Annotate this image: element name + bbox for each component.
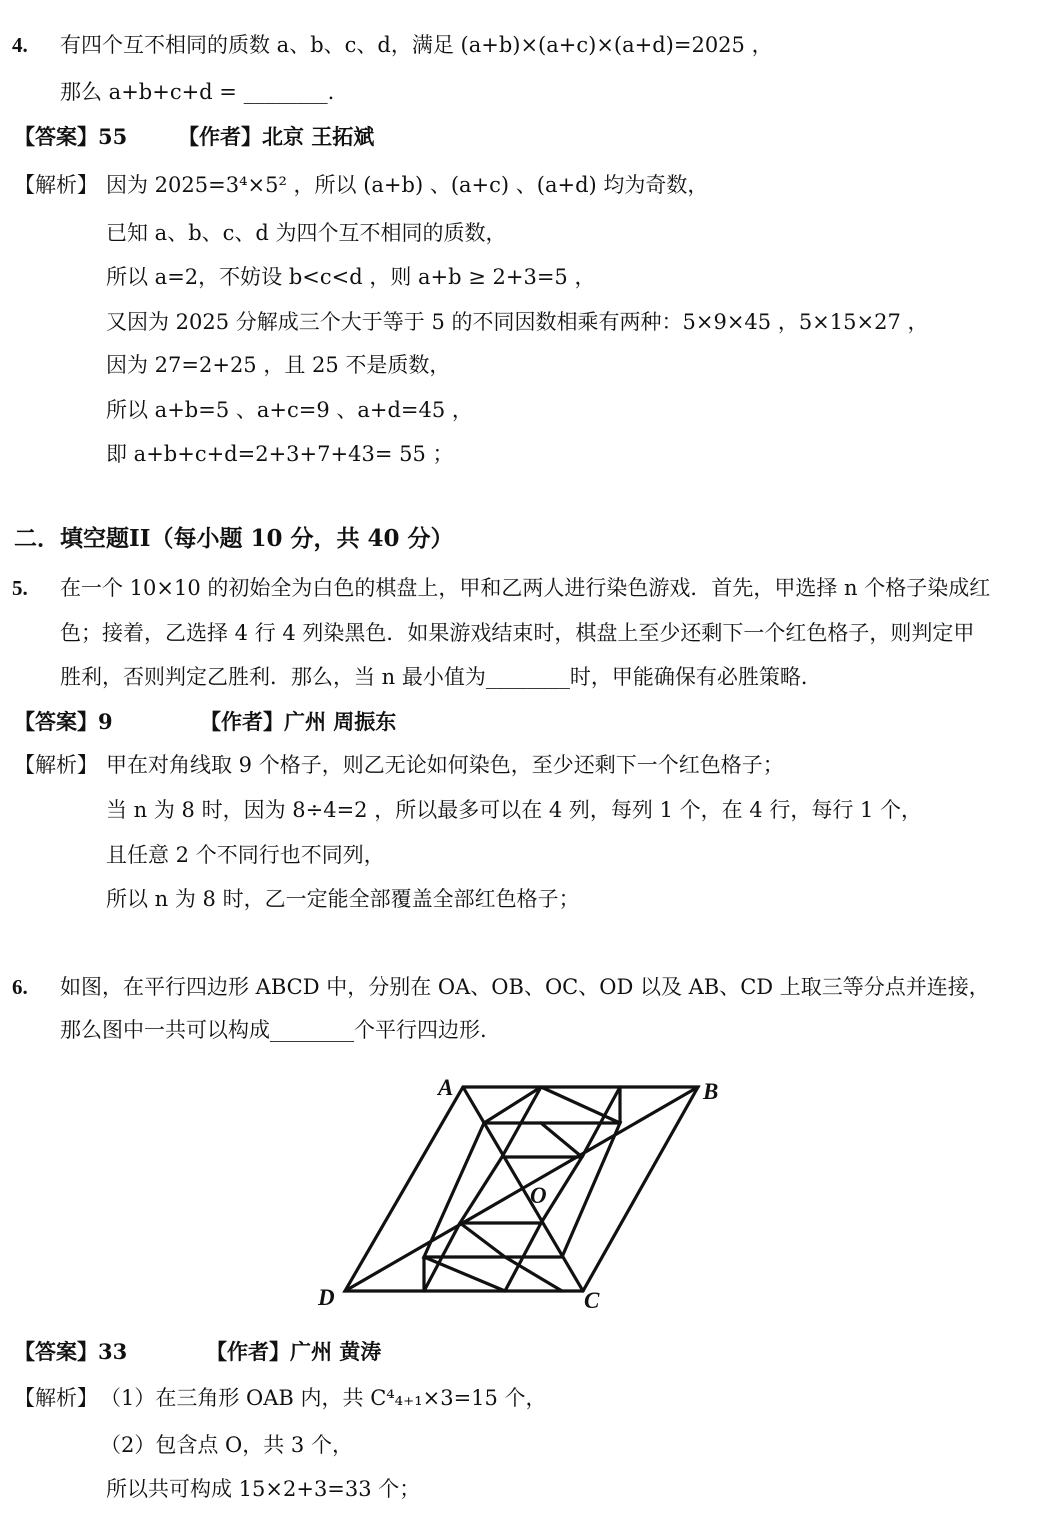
q4-number: 4. <box>12 33 28 57</box>
q6-stem-line-2: 那么图中一共可以构成________个平行四边形. <box>60 1018 487 1042</box>
q5-answer: 【答案】9 <box>14 709 113 734</box>
q5-stem-line-1: 在一个 10×10 的初始全为白色的棋盘上，甲和乙两人进行染色游戏．首先，甲选择 n 个格子染成红 <box>60 576 991 600</box>
q4-answer: 【答案】55 <box>14 124 128 149</box>
q4-analysis-line-5: 因为 27=2+25 ，且 25 不是质数， <box>106 353 451 377</box>
q6-author: 【作者】广州 黄涛 <box>206 1339 382 1364</box>
q4-stem-line-2: 那么 a+b+c+d = ________. <box>60 80 335 104</box>
parallelogram-figure <box>0 1065 1044 1325</box>
q5-analysis-line-2: 当 n 为 8 时，因为 8÷4=2 ，所以最多可以在 4 列，每列 1 个，在 4 行，每行 1 个， <box>106 798 923 822</box>
q4-analysis-line-7: 即 a+b+c+d=2+3+7+43= 55 ； <box>106 442 454 466</box>
label-b: B <box>703 1079 719 1104</box>
label-a: A <box>438 1075 454 1100</box>
q6-analysis-line-2: （2）包含点 O，共 3 个， <box>100 1433 353 1457</box>
q4-analysis-line-1: 因为 2025=3⁴×5² ，所以 (a+b) 、(a+c) 、(a+d) 均为奇数， <box>106 173 709 197</box>
label-d: D <box>318 1285 335 1310</box>
upper-line-1 <box>541 1087 620 1123</box>
q4-stem-line-1: 有四个互不相同的质数 a、b、c、d，满足 (a+b)×(a+c)×(a+d)=2025 ， <box>60 33 773 57</box>
q5-author: 【作者】广州 周振东 <box>200 709 397 734</box>
lower-line-3 <box>424 1257 505 1291</box>
q4-analysis-label: 【解析】 <box>14 173 98 197</box>
q5-analysis-line-1: 甲在对角线取 9 个格子，则乙无论如何染色，至少还剩下一个红色格子； <box>106 753 784 777</box>
q4-analysis-line-4: 又因为 2025 分解成三个大于等于 5 的不同因数相乘有两种：5×9×45 ，5×15×27 ， <box>106 310 929 334</box>
lower-line-6 <box>460 1223 505 1257</box>
q5-stem-line-2: 色；接着，乙选择 4 行 4 列染黑色．如果游戏结束时，棋盘上至少还剩下一个红色格子，则判定甲 <box>60 621 975 645</box>
section-2-heading: 二．填空题II（每小题 10 分，共 40 分） <box>14 525 454 552</box>
q5-analysis-line-3: 且任意 2 个不同行也不同列， <box>106 843 385 867</box>
q5-number: 5. <box>12 576 28 600</box>
q6-analysis-line-3: 所以共可构成 15×2+3=33 个； <box>106 1477 421 1501</box>
q4-author: 【作者】北京 王拓斌 <box>178 124 375 149</box>
upper-line-6 <box>541 1123 582 1157</box>
q6-analysis-label: 【解析】 <box>14 1386 98 1410</box>
q4-analysis-line-6: 所以 a+b=5 、a+c=9 、a+d=45 ， <box>106 398 473 422</box>
q5-analysis-label: 【解析】 <box>14 753 98 777</box>
label-o: O <box>530 1183 547 1208</box>
q5-analysis-line-4: 所以 n 为 8 时，乙一定能全部覆盖全部红色格子； <box>106 887 580 911</box>
label-c: C <box>584 1288 600 1313</box>
q4-analysis-line-2: 已知 a、b、c、d 为四个互不相同的质数， <box>106 221 507 245</box>
q6-stem-line-1: 如图，在平行四边形 ABCD 中，分别在 OA、OB、OC、OD 以及 AB、CD 上取三等分点并连接， <box>60 975 990 999</box>
q6-analysis-line-1: （1）在三角形 OAB 内，共 C⁴₄₊₁×3=15 个， <box>100 1386 547 1410</box>
q6-answer: 【答案】33 <box>14 1339 128 1364</box>
q5-stem-line-3: 胜利，否则判定乙胜利．那么，当 n 最小值为________时，甲能确保有必胜策略． <box>60 665 822 689</box>
q4-analysis-line-3: 所以 a=2，不妨设 b<c<d ，则 a+b ≥ 2+3=5 ， <box>106 265 596 289</box>
q6-number: 6. <box>12 975 28 999</box>
